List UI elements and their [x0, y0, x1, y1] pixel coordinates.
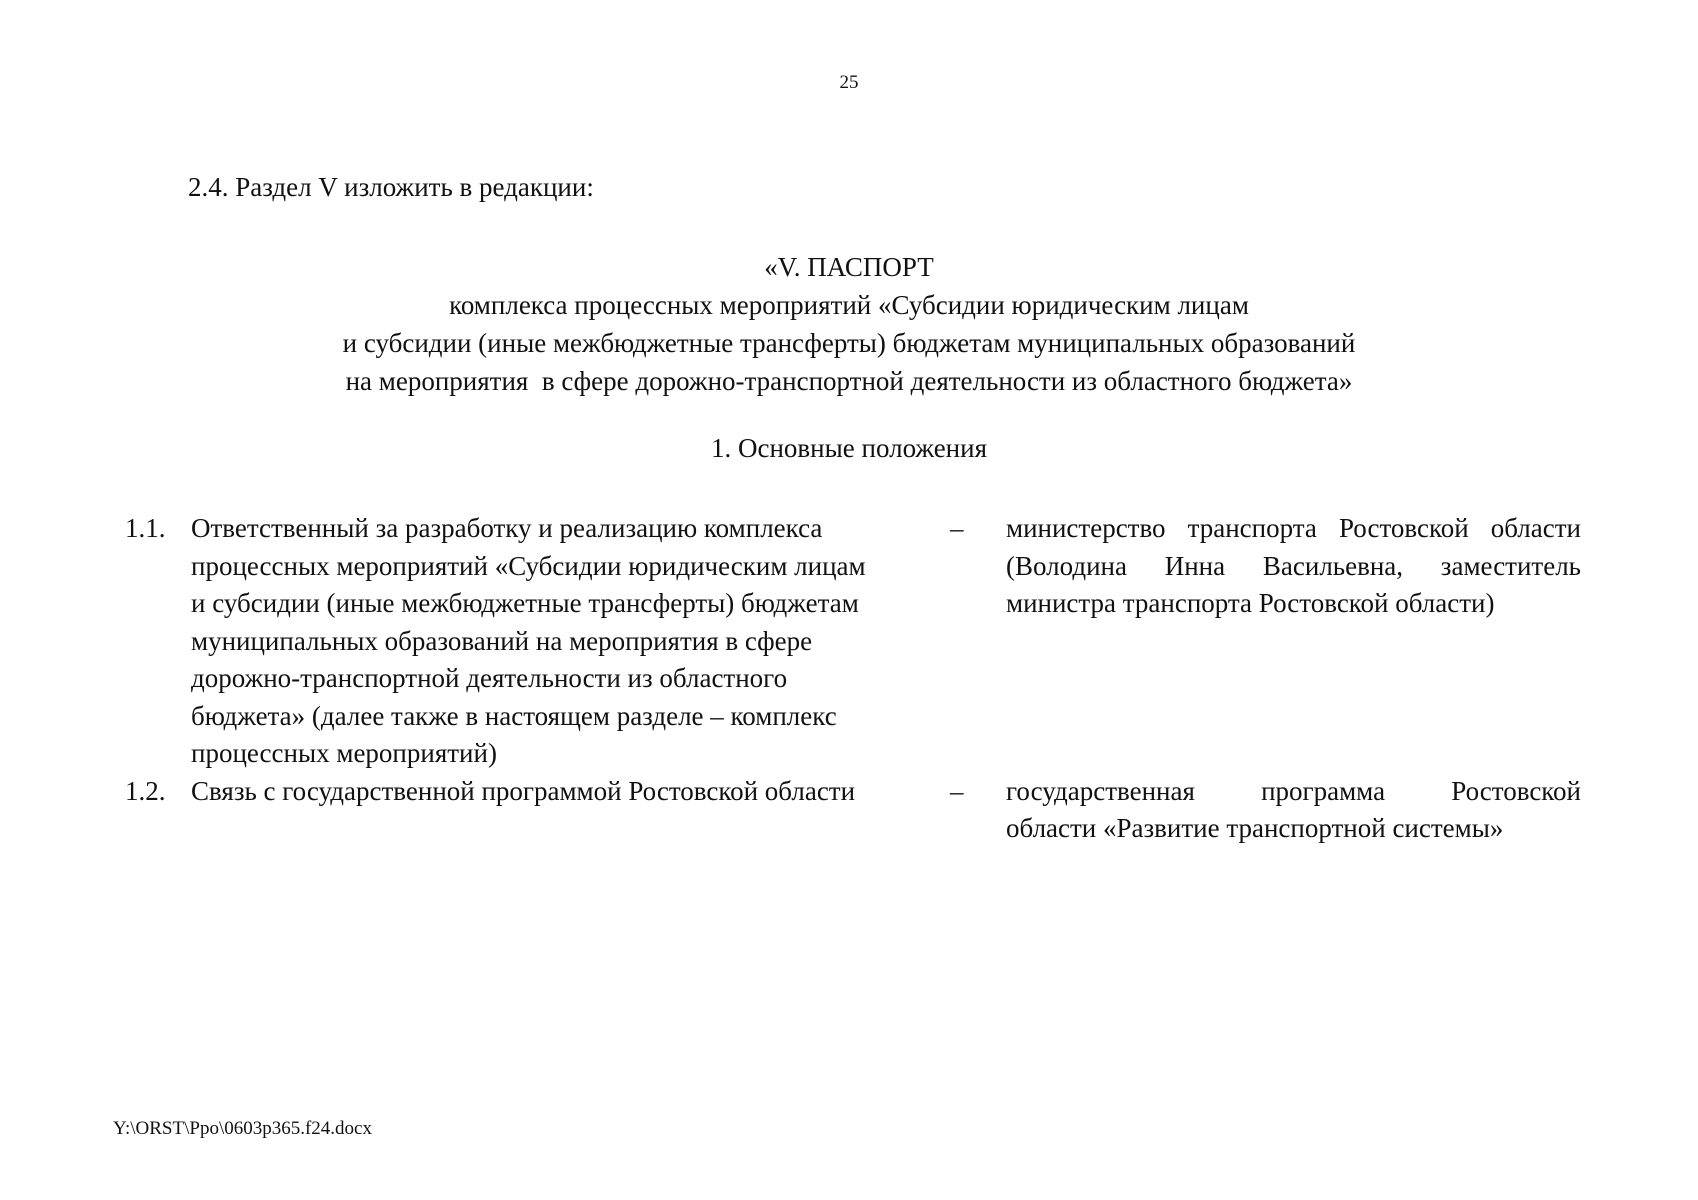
row-label-line: дорожно-транспортной деятельности из областного: [191, 663, 788, 693]
passport-subtitle-line: на мероприятия в сфере дорожно-транспортной деятельности из областного бюджета»: [345, 366, 1353, 396]
row-value: [1006, 510, 1581, 623]
row-value-line: министерство транспорта Ростовской области: [1006, 513, 1581, 543]
row-label-line: процессных мероприятий): [191, 738, 497, 768]
row-dash: –: [950, 513, 964, 543]
passport-subtitle-line: комплекса процессных мероприятий «Субсидии юридическим лицам: [449, 290, 1249, 320]
row-value: [1006, 773, 1581, 848]
row-number: 1.2.: [125, 775, 166, 806]
row-label-line: Ответственный за разработку и реализацию комплекса: [191, 513, 823, 543]
row-label-line: бюджета» (далее также в настоящем разделе – комплекс: [191, 700, 837, 731]
row-value-line: министра транспорта Ростовской области): [1006, 588, 1495, 618]
passport-subtitle-line: и субсидии (иные межбюджетные трансферты) бюджетам муниципальных образований: [342, 328, 1356, 358]
row-dash: –: [950, 775, 964, 806]
passport-title: «V. ПАСПОРТ: [764, 252, 934, 282]
row-number: 1.1.: [125, 513, 166, 543]
page-number: 25: [839, 72, 859, 93]
row-label: [191, 510, 911, 773]
section-title: 1. Основные положения: [711, 433, 987, 463]
intro-paragraph: 2.4. Раздел V изложить в редакции:: [188, 172, 594, 202]
row-label-line: процессных мероприятий «Субсидии юридическим лицам: [191, 550, 866, 581]
file-path-footer: Y:\ORST\Ppo\0603p365.f24.docx: [113, 1118, 372, 1139]
row-label: [191, 773, 911, 848]
row-label-line: муниципальных образований на мероприятия в сфере: [191, 625, 813, 656]
provision-row: [0, 510, 1698, 773]
passport-heading: [0, 248, 1698, 400]
row-label-line: [191, 810, 911, 848]
row-value-line: (Володина Инна Васильевна, заместитель: [1006, 550, 1581, 581]
row-label-line: Связь с государственной программой Ростовской области: [191, 775, 856, 806]
provisions-table: [0, 510, 1698, 848]
provision-row: [0, 773, 1698, 848]
row-value-line: государственная программа Ростовской: [1006, 775, 1581, 806]
row-value-line: области «Развитие транспортной системы»: [1006, 813, 1504, 843]
row-label-line: и субсидии (иные межбюджетные трансферты) бюджетам: [191, 588, 859, 618]
